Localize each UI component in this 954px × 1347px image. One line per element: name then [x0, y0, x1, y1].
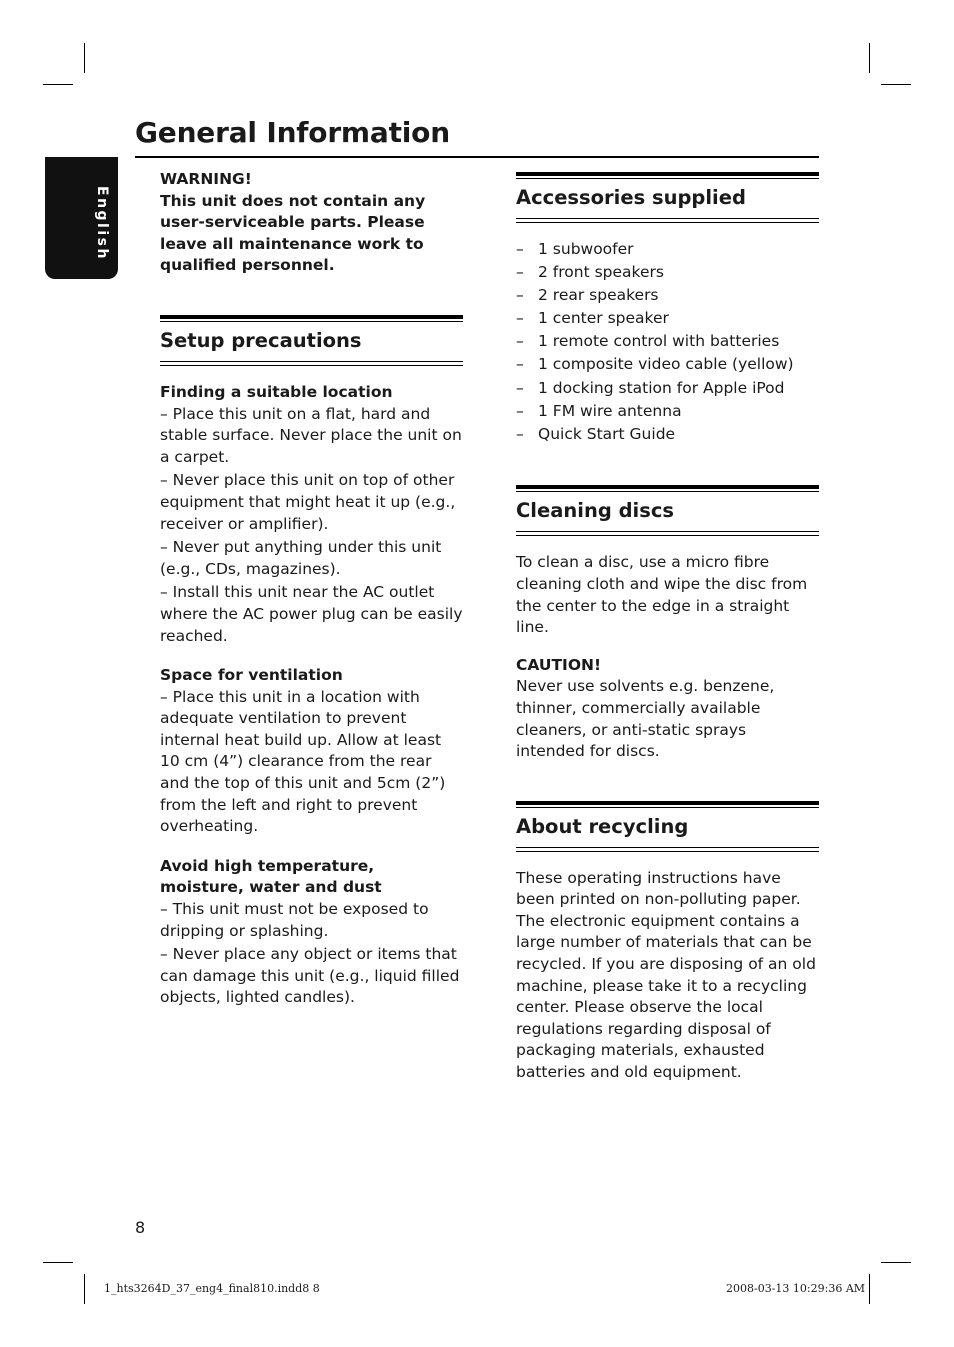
list-item: – 2 front speakers: [516, 263, 664, 282]
page-title: General Information: [135, 116, 450, 149]
section-title: Accessories supplied: [516, 186, 746, 209]
list-item: – 1 center speaker: [516, 309, 669, 328]
cleaning-body: To clean a disc, use a micro fibre cleaning cloth and wipe the disc from the center to the edge in a straight line.: [516, 553, 808, 637]
list-item: – 2 rear speakers: [516, 286, 659, 305]
crop-mark: [869, 43, 870, 73]
heading-rule: [160, 361, 463, 362]
crop-mark: [43, 84, 73, 85]
section-title: Setup precautions: [160, 328, 362, 352]
timestamp: 2008-03-13 10:29:36 AM: [726, 1282, 866, 1295]
page-number: 8: [135, 1218, 146, 1237]
crop-mark: [84, 1274, 85, 1304]
left-column: [160, 169, 463, 1011]
right-column: [516, 172, 819, 1084]
heading-rule: [516, 218, 819, 219]
heading-rule: [516, 172, 819, 176]
title-rule: [135, 156, 819, 158]
section-heading-setup: [160, 315, 463, 366]
list-item: – 1 FM wire antenna: [516, 401, 682, 420]
crop-mark: [43, 1262, 73, 1263]
crop-mark: [881, 1262, 911, 1263]
list-item: – 1 remote control with batteries: [516, 332, 780, 351]
subheading-temperature: Avoid high temperature, moisture, water and dust: [160, 856, 382, 897]
section-heading-cleaning: [516, 485, 819, 536]
list-item: – This unit must not be exposed to dripping or splashing.: [160, 900, 429, 940]
list-item: – 1 subwoofer: [516, 240, 634, 258]
crop-mark: [84, 43, 85, 73]
list-item: – Never place any object or items that can damage this unit (e.g., liquid filled objects, lighted candles).: [160, 945, 460, 1007]
crop-mark: [869, 1274, 870, 1304]
list-item: – Quick Start Guide: [516, 424, 676, 443]
heading-rule: [516, 535, 819, 536]
section-heading-recycling: [516, 801, 819, 852]
list-item: – Place this unit on a flat, hard and stable surface. Never place the unit on a carpet.: [160, 404, 462, 466]
list-item: – Never put anything under this unit (e.g., CDs, magazines).: [160, 538, 442, 578]
caution-body: Never use solvents e.g. benzene, thinner, commercially available cleaners, or anti-static sprays intended for discs.: [516, 677, 775, 761]
warning-body: This unit does not contain any user-serviceable parts. Please leave all maintenance work to qualified personnel.: [160, 191, 426, 275]
warning-title: WARNING!: [160, 170, 252, 188]
section-title: About recycling: [516, 814, 689, 838]
list-item: – Place this unit in a location with adequate ventilation to prevent internal heat build up. Allow at least 10 cm (4”) clearance from the rear and the top of this unit and 5cm (2”) from the left and right to prevent overheating.: [160, 687, 446, 836]
heading-rule: [516, 847, 819, 848]
heading-rule: [160, 365, 463, 366]
accessories-list: [516, 239, 819, 445]
heading-rule: [516, 485, 819, 489]
section-heading-accessories: [516, 172, 819, 223]
section-title: Cleaning discs: [516, 499, 674, 523]
file-info: 1_hts3264D_37_eng4_final810.indd8 8: [104, 1282, 320, 1295]
heading-rule: [516, 851, 819, 852]
crop-mark: [881, 84, 911, 85]
heading-rule: [516, 801, 819, 805]
heading-rule: [516, 531, 819, 532]
recycling-body: These operating instructions have been printed on non-polluting paper. The electronic equipment contains a large number of materials that can be recycled. If you are disposing of an old machine, please take it to a recycling center. Please observe the local regulations regarding disposal of packaging materials, exhausted batteries and old equipment.: [516, 868, 816, 1082]
list-item: – Never place this unit on top of other equipment that might heat it up (e.g., receiver or amplifier).: [160, 471, 456, 533]
list-item: – 1 composite video cable (yellow): [516, 355, 794, 374]
heading-rule: [160, 315, 463, 319]
subheading-location: Finding a suitable location: [160, 382, 393, 401]
list-item: – Install this unit near the AC outlet where the AC power plug can be easily reached.: [160, 583, 463, 645]
subheading-ventilation: Space for ventilation: [160, 666, 343, 685]
list-item: – 1 docking station for Apple iPod: [516, 378, 785, 397]
language-tab-label: English: [94, 186, 110, 261]
heading-rule: [516, 222, 819, 223]
caution-title: CAUTION!: [516, 655, 602, 674]
